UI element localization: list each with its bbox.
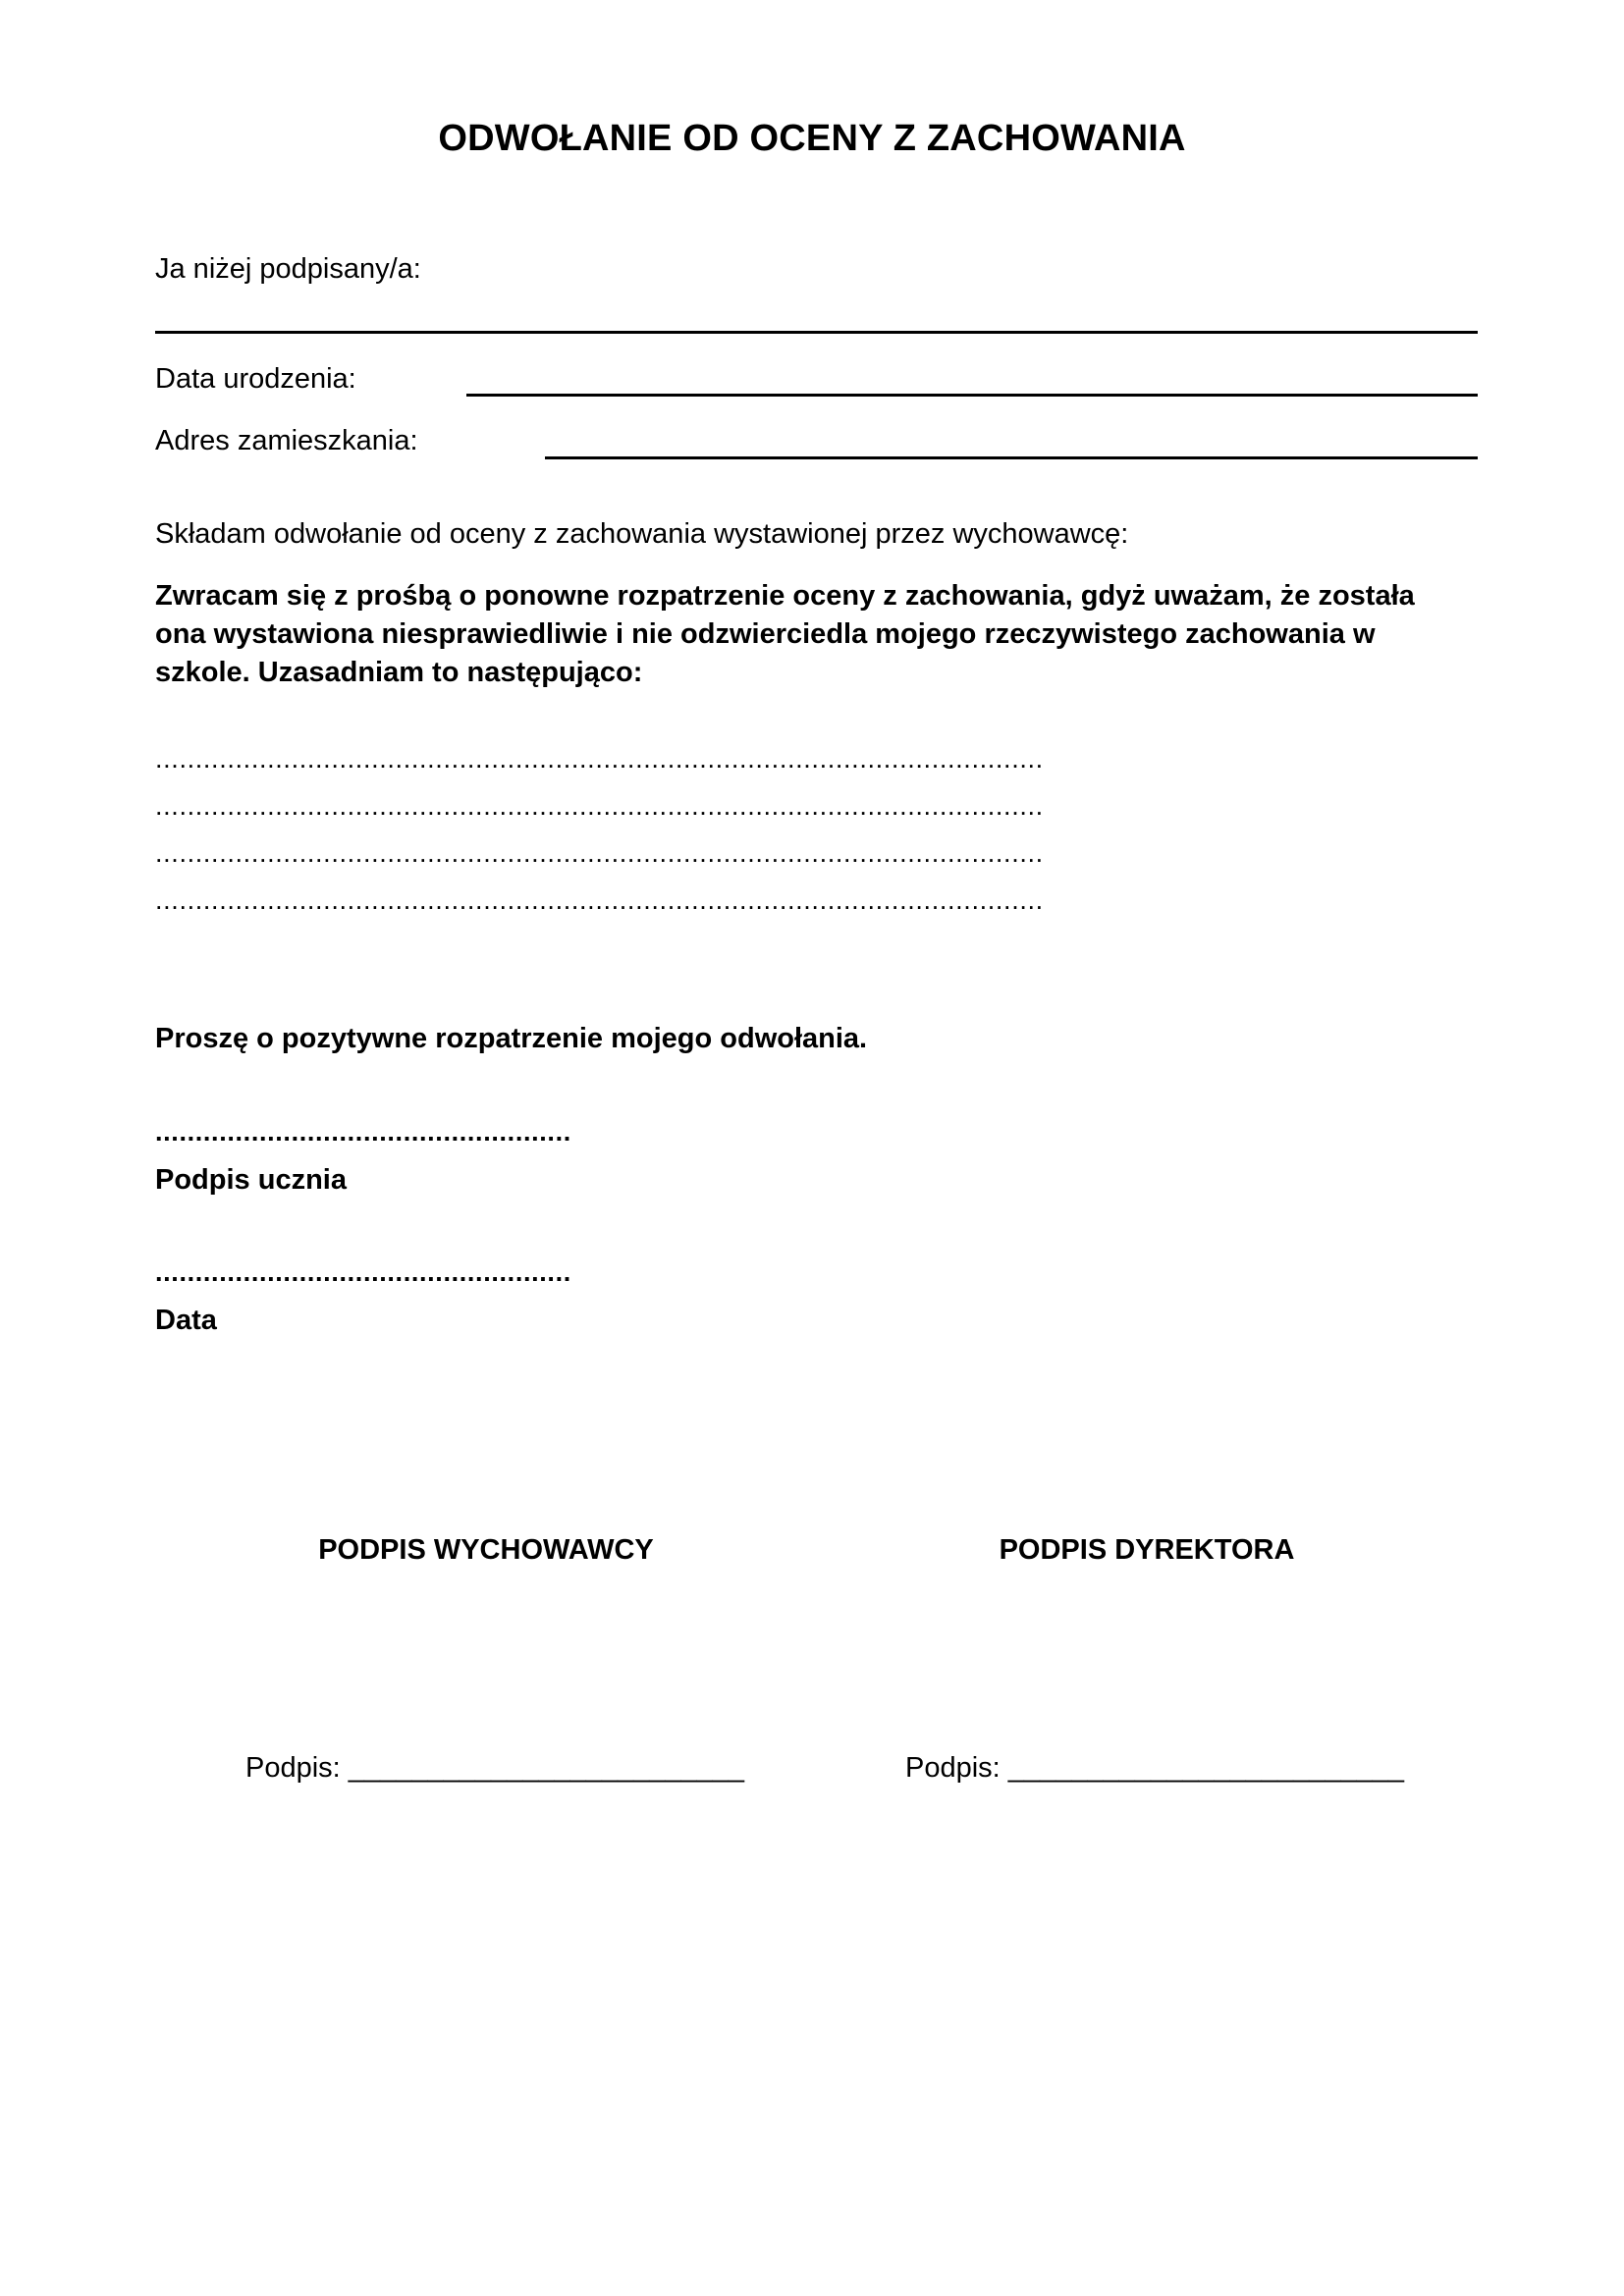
teacher-signature[interactable]: Podpis: _________________________ [245, 1752, 744, 1784]
document-title: ODWOŁANIE OD OCENY Z ZACHOWANIA [438, 118, 1186, 159]
student-signature-label: Podpis ucznia [155, 1164, 347, 1196]
intro-text: Składam odwołanie od oceny z zachowania wystawionej przez wychowawcę: [155, 518, 1129, 550]
address-line[interactable] [545, 456, 1478, 459]
justification-line[interactable]: ............................................................................................................... [155, 885, 1044, 915]
justification-line[interactable]: ............................................................................................................... [155, 791, 1044, 821]
director-signature[interactable]: Podpis: _________________________ [905, 1752, 1404, 1784]
request-paragraph: Zwracam się z prośbą o ponowne rozpatrzenie oceny z zachowania, gdyż uważam, że została ona wystawiona niesprawiedliwie i nie odzwierciedla mojego rzeczywistego zachowania w szkole. Uzasadniam to następująco: [155, 580, 1415, 688]
birthdate-line[interactable] [466, 394, 1478, 397]
name-label: Ja niżej podpisany/a: [155, 253, 421, 285]
closing-text: Proszę o pozytywne rozpatrzenie mojego odwołania. [155, 1023, 868, 1054]
justification-line[interactable]: ............................................................................................................... [155, 744, 1044, 774]
date-label: Data [155, 1305, 217, 1336]
birthdate-label: Data urodzenia: [155, 363, 356, 395]
justification-line[interactable]: ............................................................................................................... [155, 838, 1044, 868]
student-signature-dots[interactable]: .................................................... [155, 1117, 571, 1147]
date-dots[interactable]: .................................................... [155, 1257, 571, 1287]
teacher-heading: PODPIS WYCHOWAWCY [318, 1534, 654, 1566]
address-label: Adres zamieszkania: [155, 425, 418, 456]
name-line[interactable] [155, 331, 1478, 334]
director-heading: PODPIS DYREKTORA [999, 1534, 1295, 1566]
